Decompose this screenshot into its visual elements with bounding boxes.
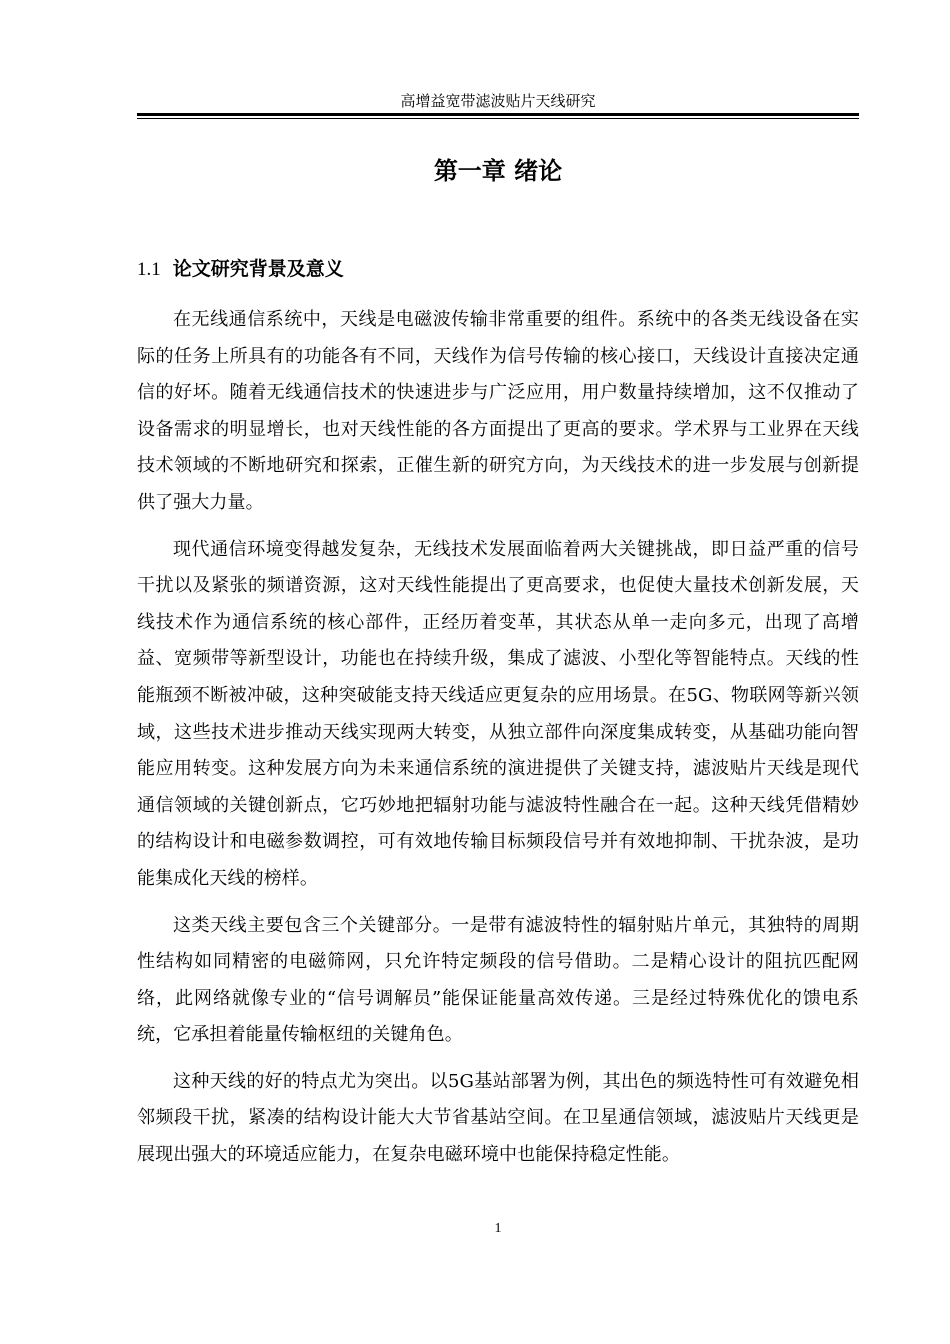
paragraph: 现代通信环境变得越发复杂，无线技术发展面临着两大关键挑战，即日益严重的信号干扰以及紧张的频谱资源，这对天线性能提出了更高要求，也促使大量技术创新发展，天线技术作为通信系统的核心部件，正经历着变革，其状态从单一走向多元，出现了高增益、宽频带等新型设计，功能也在持续升级，集成了滤波、小型化等智能特点。天线的性能瓶颈不断被冲破，这种突破能支持天线适应更复杂的应用场景。在5G、物联网等新兴领域，这些技术进步推动天线实现两大转变，从独立部件向深度集成转变，从基础功能向智能应用转变。这种发展方向为未来通信系统的演进提供了关键支持，滤波贴片天线是现代通信领域的关键创新点，它巧妙地把辐射功能与滤波特性融合在一起。这种天线凭借精妙的结构设计和电磁参数调控，可有效地传输目标频段信号并有效地抑制、干扰杂波，是功能集成化天线的榜样。 (137, 538, 859, 889)
paragraph: 这种天线的好的特点尤为突出。以5G基站部署为例，其出色的频选特性可有效避免相邻频段干扰，紧凑的结构设计能大大节省基站空间。在卫星通信领域，滤波贴片天线更是展现出强大的环境适应能力，在复杂电磁环境中也能保持稳定性能。 (137, 1070, 859, 1166)
section-title: 论文研究背景及意义 (172, 258, 344, 280)
running-header: 高增益宽带滤波贴片天线研究 (400, 92, 596, 110)
body-text (137, 302, 859, 1184)
paragraph: 这类天线主要包含三个关键部分。一是带有滤波特性的辐射贴片单元，其独特的周期性结构如同精密的电磁筛网，只允许特定频段的信号借助。二是精心设计的阻抗匹配网络，此网络就像专业的“信号调解员”能保证能量高效传递。三是经过特殊优化的馈电系统，它承担着能量传输枢纽的关键角色。 (137, 914, 859, 1046)
section-number: 1.1 (137, 259, 161, 280)
page-number: 1 (494, 1221, 502, 1236)
section-heading (137, 255, 344, 284)
header-rule-thin (137, 118, 859, 119)
header-rule-thick (137, 113, 859, 116)
chapter-title: 第一章 绪论 (433, 157, 563, 185)
paragraph: 在无线通信系统中，天线是电磁波传输非常重要的组件。系统中的各类无线设备在实际的任务上所具有的功能各有不同，天线作为信号传输的核心接口，天线设计直接决定通信的好坏。随着无线通信技术的快速进步与广泛应用，用户数量持续增加，这不仅推动了设备需求的明显增长，也对天线性能的各方面提出了更高的要求。学术界与工业界在天线技术领域的不断地研究和探索，正催生新的研究方向，为天线技术的进一步发展与创新提供了强大力量。 (137, 309, 859, 513)
